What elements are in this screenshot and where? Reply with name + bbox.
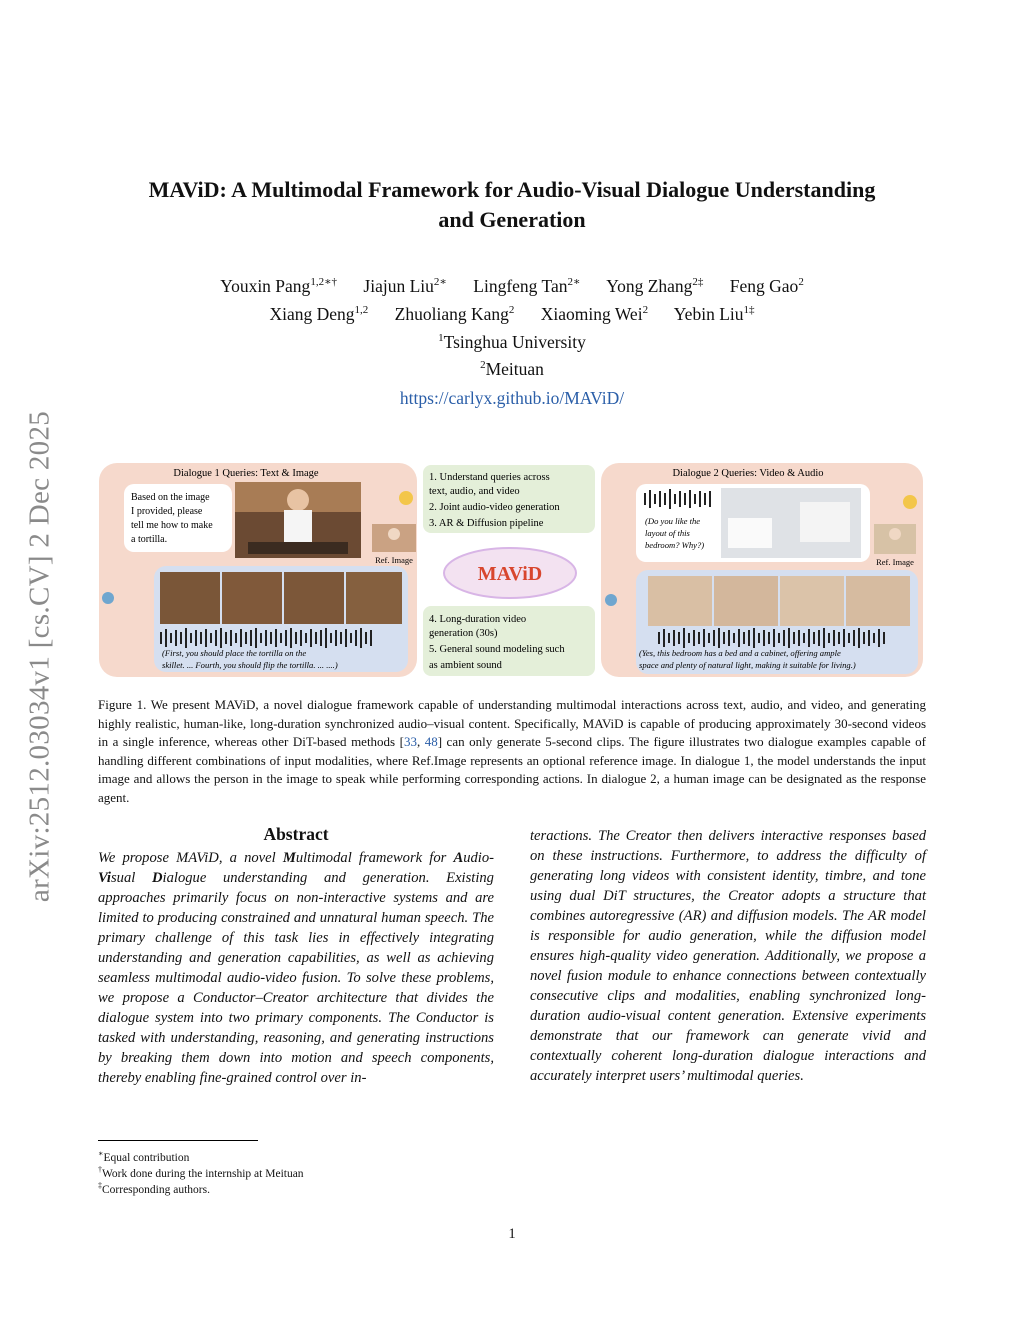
paper-title bbox=[90, 175, 934, 235]
dialogue1-query-text: Based on the image I provided, please tell me how to make a tortilla. bbox=[131, 492, 213, 545]
author-line-1: Youxin Pang$^{1,2∗\dagger}$ Jiajun Liu$^{2∗}$ Lingfeng Tan$^{2∗}$ Yong Zhang$^{2\ddagger}$ Feng Gao$^2$ bbox=[220, 275, 804, 296]
page-number: 1 bbox=[508, 1226, 516, 1242]
ref-image-dialogue1 bbox=[372, 524, 416, 552]
citation-link[interactable]: 48 bbox=[424, 734, 438, 749]
bedroom-video-image bbox=[721, 488, 861, 558]
ref-image-label-2: Ref. Image bbox=[876, 557, 914, 567]
footnote-2: †Work done during the internship at Meituan bbox=[98, 1165, 304, 1180]
user-emoji-icon-2 bbox=[903, 495, 917, 509]
ref-image-label-1: Ref. Image bbox=[375, 555, 413, 565]
author: Xiaoming Wei bbox=[540, 303, 643, 324]
assistant-robot-icon bbox=[102, 592, 114, 604]
dialogue1-title: Dialogue 1 Queries: Text & Image bbox=[173, 468, 319, 479]
title-line-2: and Generation bbox=[438, 207, 586, 232]
figure-1 bbox=[98, 462, 926, 680]
dialogue2-response-text: (Yes, this bedroom has a bed and a cabinet, offering ample space and plenty of natural light, making it suitable for living.) bbox=[639, 648, 856, 670]
chef-video-frames bbox=[160, 572, 402, 624]
author: Zhuoliang Kang bbox=[394, 303, 509, 324]
author-line-2: Xiang Deng$^{1,2}$ Zhuoliang Kang$^2$ Xiaoming Wei$^2$ Yebin Liu$^{1\ddagger}$ bbox=[269, 303, 755, 324]
author-block bbox=[90, 270, 934, 381]
arxiv-stamp: arXiv:2512.03034v1 [cs.CV] 2 Dec 2025 bbox=[23, 410, 56, 903]
author: Xiang Deng bbox=[269, 303, 355, 324]
title-line-1: MAViD: A Multimodal Framework for Audio-Visual Dialogue Understanding bbox=[148, 177, 876, 202]
author: Yong Zhang bbox=[606, 275, 693, 296]
dialogue2-query-text: (Do you like the layout of this bedroom? Why?) bbox=[645, 516, 705, 550]
dialogue1-response-text: (First, you should place the tortilla on the skillet. ... Fourth, you should flip the tortilla. ... ....) bbox=[162, 648, 338, 670]
author: Feng Gao bbox=[729, 275, 799, 296]
abstract-right-column: teractions. The Creator then delivers interactive responses based on these instructions. Furthermore, to address the difficulty of generating long videos with consistent identity, timbre, and tone using dual DiT structures, the Creator adopts a structure that combines autoregressive (AR) and diffusion models. The AR model is responsible for audio generation, while the diffusion model ensures high-quality video generation. Additionally, we propose a novel fusion module to enhance connections between contextually consecutive clips and modalities, enabling synchronized long-duration audio-visual content generation. Extensive experiments demonstrate that our framework can generate vivid and contextually coherent long-duration dialogue interactions and accurately interpret users’ multimodal queries. bbox=[530, 828, 926, 1084]
assistant-robot-icon-2 bbox=[605, 594, 617, 606]
author: Yebin Liu bbox=[673, 303, 744, 324]
footnote-rule bbox=[98, 1140, 258, 1141]
abstract-left-column: We propose MAViD, a novel Multimodal framework for Audio-Visual Dialogue understanding and generation. Existing approaches primarily focus on non-interactive systems and are limited to producing constrained and unnatural human speech. The primary challenge of this task lies in effectively integrating understanding and generation capabilities, as well as achieving seamless multimodal audio-video fusion. To solve these problems, we propose a Conductor–Creator architecture that divides the dialogue system into two primary components. The Conductor is tasked with understanding, reasoning, and generating instructions by breaking them down into motion and speech components, thereby enabling fine-grained control over in- bbox=[98, 850, 495, 1086]
mavid-logo: MAViD bbox=[477, 563, 543, 585]
kitchen-chef-image bbox=[235, 482, 361, 558]
footnote-3: ‡Corresponding authors. bbox=[98, 1181, 210, 1196]
author: Youxin Pang bbox=[220, 275, 311, 296]
affiliation-2: $^2$Meituan bbox=[480, 359, 544, 380]
figure-caption: Figure 1. We present MAViD, a novel dialogue framework capable of understanding multimodal interactions across text, audio, and video, and generating highly realistic, human-like, long-duration synchronized audio–visual content. Specifically, MAViD is capable of producing approximately 30-second videos in a single inference, whereas other DiT-based methods [33, 48] can only generate 5-second clips. The figure illustrates two dialogue examples capable of handling different combinations of input modalities, where Ref.Image represents an optional reference image. In dialogue 1, the model understands the input image and allows the person in the image to speak while performing corresponding actions. In dialogue 2, a human image can be designated as the response agent. bbox=[98, 697, 926, 805]
dialogue2-title: Dialogue 2 Queries: Video & Audio bbox=[672, 468, 824, 479]
footnote-1: ∗Equal contribution bbox=[98, 1149, 190, 1164]
project-url-link[interactable]: https://carlyx.github.io/MAViD/ bbox=[399, 388, 625, 408]
user-emoji-icon bbox=[399, 491, 413, 505]
author: Lingfeng Tan bbox=[473, 275, 568, 296]
citation-link[interactable]: 33 bbox=[403, 734, 417, 749]
abstract-heading: Abstract bbox=[263, 824, 329, 844]
author: Jiajun Liu bbox=[363, 275, 434, 296]
features-bottom-text: 4. Long-duration video generation (30s) 5. General sound modeling such as ambient sound bbox=[429, 614, 565, 671]
affiliation-1: $^1$Tsinghua University bbox=[438, 331, 586, 352]
features-top-text: 1. Understand queries across text, audio, and video 2. Joint audio-video generation 3. AR & Diffusion pipeline bbox=[429, 472, 560, 529]
ref-image-dialogue2 bbox=[874, 524, 916, 554]
